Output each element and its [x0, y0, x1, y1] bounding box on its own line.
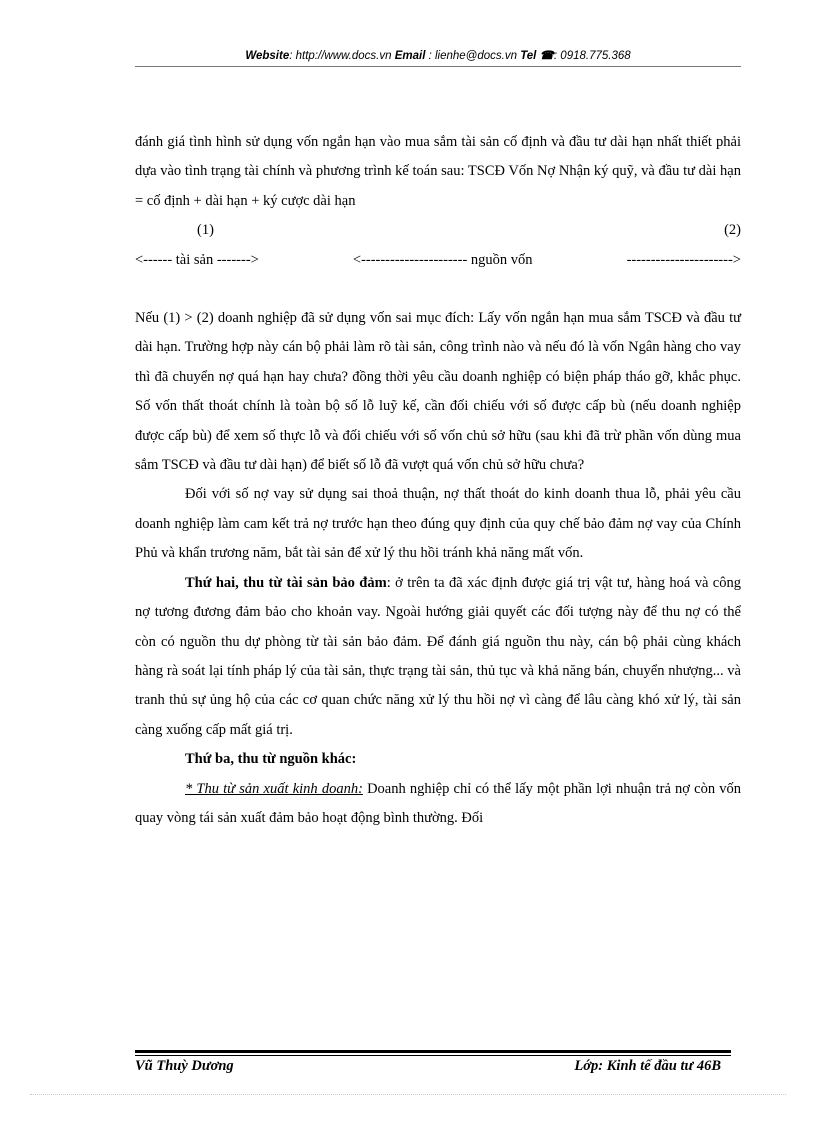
email-label: Email [394, 50, 426, 62]
footer-class: Lớp: Kinh tế đầu tư 46B [574, 1058, 721, 1074]
page-header [135, 48, 741, 62]
equation-numbers [135, 216, 741, 245]
website-label: Website [245, 50, 290, 62]
equation-capital: <---------------------- nguồn vốn [352, 251, 533, 268]
paragraph-2: Nếu (1) > (2) doanh nghiệp đã sử dụng vốn sai mục đích: Lấy vốn ngắn hạn mua sắm TSCĐ và đầu tư dài hạn. Trường hợp này cán bộ phải làm rõ tài sản, công trình nào và nếu đó là vốn Ngân hàng cho vay thì đã chuyển nợ quá hạn hay chưa? đồng thời yêu cầu doanh nghiệp có biện pháp tháo gỡ, khắc phục. Số vốn thất thoát chính là toàn bộ số lỗ luỹ kế, cần đối chiếu với số được cấp bù (nếu doanh nghiệp được cấp bù) để xem số thực lỗ và đối chiếu với số vốn chủ sở hữu (sau khi đã trừ phần vốn dùng mua sắm TSCĐ và đầu tư dài hạn) để biết số lỗ đã vượt quá vốn chủ sở hữu chưa? [135, 310, 741, 474]
paragraph-1: đánh giá tình hình sử dụng vốn ngắn hạn vào mua sắm tài sản cố định và đầu tư dài hạn nhất thiết phải dựa vào tình trạng tài chính và phương trình kế toán sau: TSCĐ Vốn Nợ Nhận ký quỹ, và đầu tư dài hạn = cố định + dài hạn + ký cược dài hạn [135, 134, 741, 209]
footer-author: Vũ Thuỳ Dương [135, 1058, 234, 1074]
equation-number-1: (1) [197, 222, 214, 239]
paragraph-4-heading: Thứ hai, thu từ tài sản bảo đảm [185, 574, 387, 591]
footer-divider-thin [135, 1055, 731, 1056]
spacer [135, 275, 741, 304]
page-footer [135, 1058, 721, 1075]
email-value[interactable]: : lienhe@docs.vn [428, 50, 517, 62]
equation-assets: <------ tài sản -------> [135, 251, 259, 268]
paragraph-6-text: Doanh nghiệp chỉ có thể lấy một phần lợi nhuận trả nợ còn vốn quay vòng tái sản xuất đảm bảo hoạt động bình thường. Đối [135, 780, 741, 826]
page-edge-dots [30, 1094, 786, 1095]
tel-label: Tel ☎ [520, 50, 554, 62]
paragraph-4 [135, 569, 741, 745]
paragraph-5-heading: Thứ ba, thu từ nguồn khác: [185, 751, 357, 768]
footer-divider-thick [135, 1050, 731, 1053]
equation-line [135, 246, 741, 275]
paragraph-4-text: : ở trên ta đã xác định được giá trị vật tư, hàng hoá và công nợ tương đương đảm bảo cho khoản vay. Ngoài hướng giải quyết các đối tượng này để thu nợ có thể còn có nguồn thu dự phòng từ tài sản bảo đảm. Để đánh giá nguồn thu này, cán bộ phải cùng khách hàng rà soát lại tính pháp lý của tài sản, thực trạng tài sản, thủ tục và khả năng bán, chuyển nhượng... và tranh thủ sự ủng hộ của các cơ quan chức năng xử lý thu hồi nợ vì càng để lâu càng khó xử lý, tài sản càng xuống cấp mất giá trị. [135, 574, 741, 738]
paragraph-6 [135, 775, 741, 834]
equation-capital-arrow: ----------------------> [626, 251, 741, 268]
website-value[interactable]: : http://www.docs.vn [289, 50, 392, 62]
paragraph-6-heading: * Thu từ sản xuất kinh doanh: [185, 780, 363, 797]
document-body [135, 128, 741, 833]
tel-value: : 0918.775.368 [553, 50, 631, 62]
header-divider [135, 66, 741, 67]
equation-number-2: (2) [724, 222, 741, 239]
paragraph-3: Đối với số nợ vay sử dụng sai thoả thuận, nợ thất thoát do kinh doanh thua lỗ, phải yêu cầu doanh nghiệp làm cam kết trả nợ trước hạn theo đúng quy định của quy chế bảo đảm nợ vay của Chính Phủ và khẩn trương năm, bắt tài sản để xử lý thu hồi tránh khả năng mất vốn. [135, 486, 741, 562]
